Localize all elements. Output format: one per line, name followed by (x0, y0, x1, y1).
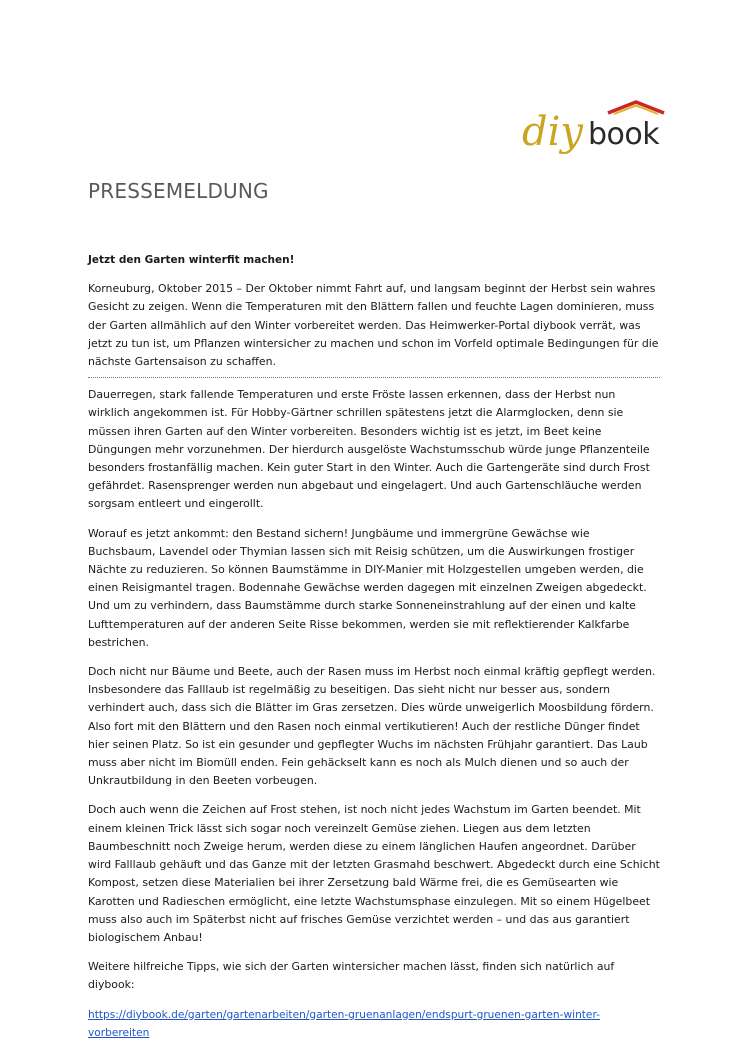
paragraph-3: Doch nicht nur Bäume und Beete, auch der Rasen muss im Herbst noch einmal kräftig gepflegt werden. Insbesondere das Falllaub ist regelmäßig zu beseitigen. Das sieht nicht nur besser aus, sondern verhindert auch, dass sich die Blätter im Gras zersetzen. Dies würde unweigerlich Moosbildung fördern. Also fort mit den Blättern und den Rasen noch einmal vertikutieren! Auch der restliche Dünger findet hier seinen Platz. So ist ein gesunder und gepflegter Wuchs im nächsten Frühjahr garantiert. Das Laub muss aber nicht im Biomüll enden. Fein gehäckselt kann es noch als Mulch dienen und so auch der Unkrautbildung in den Beeten vorbeugen. (88, 665, 656, 788)
closing-paragraph: Weitere hilfreiche Tipps, wie sich der Garten wintersicher machen lässt, finden sich natürlich auf diybook: (88, 960, 615, 992)
diybook-logo-graphic (522, 98, 682, 162)
lead-paragraph: Korneuburg, Oktober 2015 – Der Oktober nimmt Fahrt auf, und langsam beginnt der Herbst sein wahres Gesicht zu zeigen. Wenn die Temperaturen mit den Blättern fallen und feuchte Lagen dominieren, muss der Garten allmählich auf den Winter vorbereitet werden. Das Heimwerker-Portal diybook verrät, was jetzt zu tun ist, um Pflanzen wintersicher zu machen und schon im Vorfeld optimale Bedingungen für die nächste Gartensaison zu schaffen. (88, 282, 659, 369)
logo-diy-text: diy (522, 109, 583, 155)
press-release-body (88, 251, 660, 1053)
paragraph-2: Worauf es jetzt ankommt: den Bestand sichern! Jungbäume und immergrüne Gewächse wie Buchsbaum, Lavendel oder Thymian lassen sich mit Reisig schützen, um die Auswirkungen frostiger Nächte zu reduzieren. So können Baumstämme in DIY-Manier mit Holzgestellen umgeben werden, die einen Reisigmantel tragen. Bodennahe Gewächse werden dagegen mit einzelnen Zweigen abgedeckt. Und um zu verhindern, dass Baumstämme durch starke Sonneneinstrahlung auf der einen und kalte Lufttemperaturen auf der anderen Seite Risse bekommen, werden sie mit reflektierender Kalkfarbe bestrichen. (88, 526, 647, 649)
dotted-divider (88, 377, 660, 378)
roof-red-icon (608, 102, 664, 113)
article-link[interactable]: https://diybook.de/garten/gartenarbeiten/garten-gruenanlagen/endspurt-gruenen-garten-winter-vorbereiten (88, 1008, 600, 1039)
page-title: PRESSEMELDUNG (88, 179, 269, 203)
paragraph-4: Doch auch wenn die Zeichen auf Frost stehen, ist noch nicht jedes Wachstum im Garten beendet. Mit einem kleinen Trick lässt sich sogar noch vereinzelt Gemüse ziehen. Liegen aus dem letzten Baumbeschnitt noch Zweige herum, werden diese zu einem länglichen Haufen angeordnet. Darüber wird Falllaub gehäuft und das Ganze mit der letzten Grasmahd beschwert. Abgedeckt durch eine Schicht Kompost, setzen diese Materialien bei ihrer Zersetzung bald Wärme frei, die es Gemüsearten wie Karotten und Radieschen ermöglicht, eine letzte Wachstumsphase einzulegen. Mit so einem Hügelbeet muss also auch im Späterbst nicht auf frisches Gemüse verzichtet werden – und das aus garantiert biologischem Anbau! (88, 803, 660, 944)
logo-book-text: book (588, 117, 660, 152)
article-headline: Jetzt den Garten winterfit machen! (88, 254, 295, 266)
paragraph-1: Dauerregen, stark fallende Temperaturen und erste Fröste lassen erkennen, dass der Herbst nun wirklich angekommen ist. Für Hobby-Gärtner schrillen spätestens jetzt die Alarmglocken, denn sie müssen ihren Garten auf den Winter vorbereiten. Besonders wichtig ist es jetzt, im Beet keine Düngungen mehr vorzunehmen. Der hierdurch ausgelöste Wachstumsschub würde junge Pflanzenteile besonders frostanfällig machen. Kein guter Start in den Winter. Auch die Gartengeräte sind durch Frost gefährdet. Rasensprenger werden nun abgebaut und eingelagert. Und auch Gartenschläuche werden sorgsam entleert und eingerollt. (88, 388, 650, 511)
diybook-logo (522, 98, 682, 162)
